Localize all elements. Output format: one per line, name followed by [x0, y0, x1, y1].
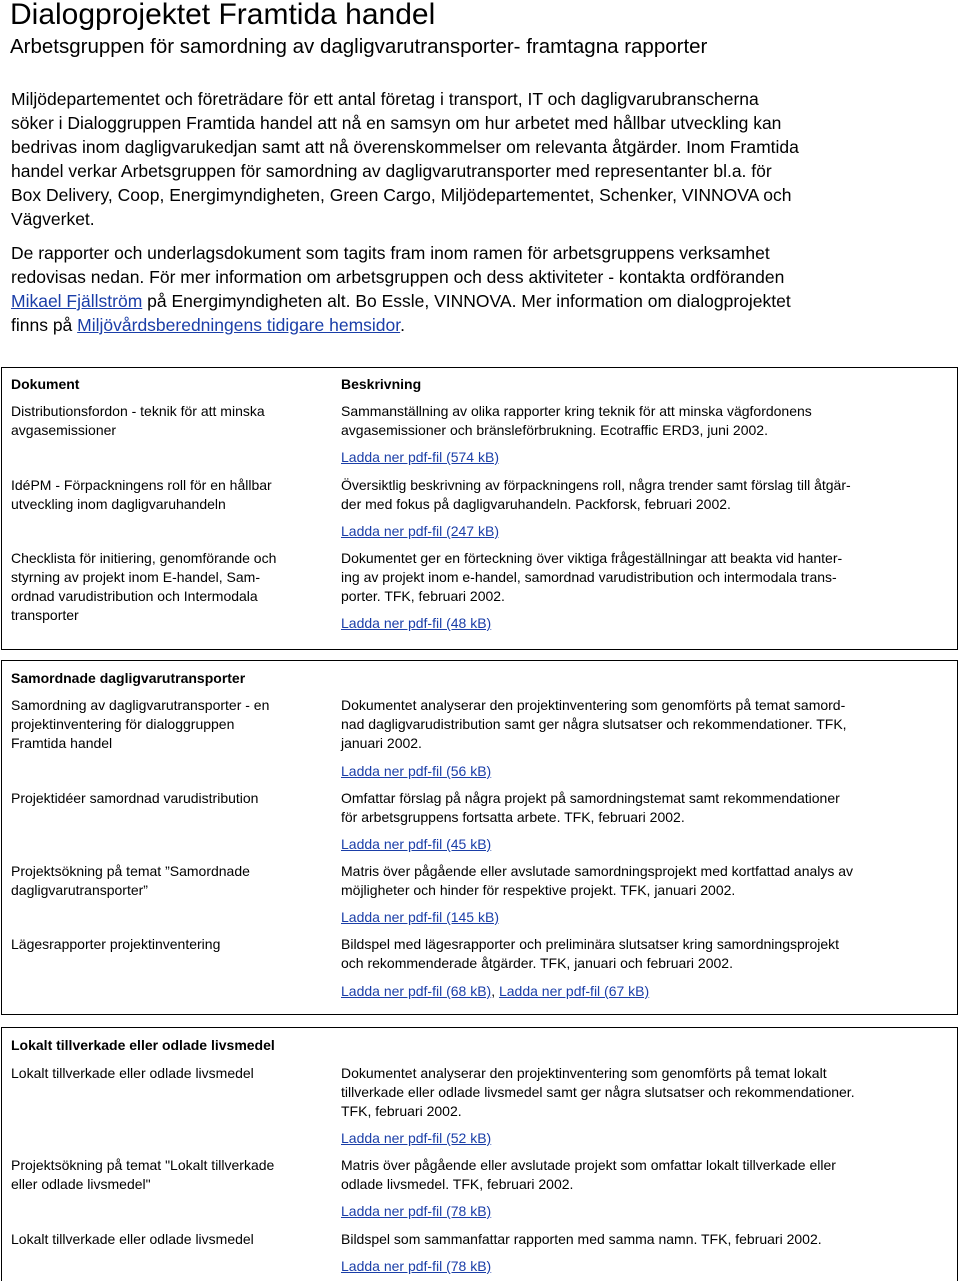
description-line: Dokumentet ger en förteckning över viktiga frågeställningar att beakta vid hanter-	[341, 550, 843, 566]
document-description	[341, 1156, 951, 1194]
download-pdf-link[interactable]: Ladda ner pdf-fil (247 kB)	[341, 523, 499, 539]
document-description	[341, 862, 951, 900]
description-line: Dokumentet analyserar den projektinventering som genomförts på temat samord-	[341, 697, 846, 713]
info-text: på Energimyndigheten alt. Bo Essle, VINNOVA. Mer information om dialogprojektet	[142, 291, 791, 311]
download-row	[341, 835, 951, 854]
document-title-line: Lokalt tillverkade eller odlade livsmedel	[11, 1065, 254, 1081]
document-title	[11, 696, 331, 753]
intro-line: handel verkar Arbetsgruppen för samordning av dagligvarutransporter med representanter bl.a. för	[11, 161, 772, 181]
document-title	[11, 862, 331, 900]
download-pdf-link[interactable]: Ladda ner pdf-fil (145 kB)	[341, 909, 499, 925]
intro-paragraph	[11, 87, 946, 231]
link-separator: ,	[491, 983, 499, 999]
info-paragraph	[11, 241, 946, 337]
document-title-line: Distributionsfordon - teknik för att minska	[11, 403, 265, 419]
download-pdf-link[interactable]: Ladda ner pdf-fil (45 kB)	[341, 836, 492, 852]
document-title-line: Projektsökning på temat "Lokalt tillverkade	[11, 1157, 275, 1173]
description-line: möjligheter och hinder för respektive projekt. TFK, januari 2002.	[341, 882, 736, 898]
download-row	[341, 448, 951, 467]
document-title	[11, 1064, 331, 1083]
document-title-line: ordnad varudistribution och Intermodala	[11, 588, 258, 604]
document-title-line: eller odlade livsmedel"	[11, 1176, 151, 1192]
document-title-line: Projektidéer samordnad varudistribution	[11, 790, 259, 806]
document-title-line: Lokalt tillverkade eller odlade livsmedel	[11, 1231, 254, 1247]
download-pdf-link[interactable]: Ladda ner pdf-fil (56 kB)	[341, 763, 492, 779]
contact-person-link[interactable]: Mikael Fjällström	[11, 291, 143, 311]
document-title-line: projektinventering för dialoggruppen	[11, 716, 235, 732]
document-description	[341, 935, 951, 973]
description-line: Dokumentet analyserar den projektinventering som genomförts på temat lokalt	[341, 1065, 827, 1081]
document-title-line: Samordning av dagligvarutransporter - en	[11, 697, 270, 713]
description-line: avgasemissioner och bränsleförbrukning. Ecotraffic ERD3, juni 2002.	[341, 422, 768, 438]
download-row	[341, 908, 951, 927]
document-title-line: Checklista för initiering, genomförande och	[11, 550, 277, 566]
website-link[interactable]: Miljövårdsberedningens tidigare hemsidor	[77, 315, 401, 335]
document-description	[341, 476, 951, 514]
document-title-line: styrning av projekt inom E-handel, Sam-	[11, 569, 260, 585]
download-pdf-link[interactable]: Ladda ner pdf-fil (68 kB)	[341, 983, 492, 999]
info-line: De rapporter och underlagsdokument som tagits fram inom ramen för arbetsgruppens verksamhet	[11, 243, 770, 263]
column-header-description: Beskrivning	[341, 376, 422, 392]
description-line: TFK, februari 2002.	[341, 1103, 462, 1119]
page-subtitle: Arbetsgruppen för samordning av dagligvarutransporter- framtagna rapporter	[10, 35, 708, 58]
description-line: Översiktlig beskrivning av förpackningens roll, några trender samt förslag till åtgär-	[341, 477, 851, 493]
document-title-line: utveckling inom dagligvaruhandeln	[11, 496, 226, 512]
intro-line: söker i Dialoggruppen Framtida handel att nå en samsyn om hur arbetet med hållbar utveckling kan	[11, 113, 782, 133]
download-pdf-link[interactable]: Ladda ner pdf-fil (78 kB)	[341, 1203, 492, 1219]
document-title	[11, 549, 331, 625]
description-line: januari 2002.	[341, 735, 422, 751]
description-line: Matris över pågående eller avslutade projekt som omfattar lokalt tillverkade eller	[341, 1157, 836, 1173]
description-line: Bildspel som sammanfattar rapporten med samma namn. TFK, februari 2002.	[341, 1231, 822, 1247]
document-title-line: transporter	[11, 607, 79, 623]
document-title	[11, 1230, 331, 1249]
document-description	[341, 696, 951, 753]
section-heading: Lokalt tillverkade eller odlade livsmedel	[11, 1037, 275, 1053]
description-line: Omfattar förslag på några projekt på samordningstemat samt rekommendationer	[341, 790, 840, 806]
document-description	[341, 402, 951, 440]
info-line: redovisas nedan. För mer information om arbetsgruppen och dess aktiviteter - kontakta ordföranden	[11, 267, 785, 287]
description-line: porter. TFK, februari 2002.	[341, 588, 505, 604]
download-row	[341, 982, 951, 1001]
document-description	[341, 1064, 951, 1121]
description-line: nad dagligvarudistribution samt ger några slutsatser och rekommendationer. TFK,	[341, 716, 847, 732]
intro-line: Vägverket.	[11, 209, 95, 229]
download-row	[341, 762, 951, 781]
document-title-line: Projektsökning på temat ”Samordnade	[11, 863, 250, 879]
download-row	[341, 1202, 951, 1221]
document-title	[11, 789, 331, 808]
document-title-line: IdéPM - Förpackningens roll för en hållbar	[11, 477, 272, 493]
download-pdf-link[interactable]: Ladda ner pdf-fil (52 kB)	[341, 1130, 492, 1146]
info-line	[11, 289, 946, 313]
description-line: tillverkade eller odlade livsmedel samt ger några slutsatser och rekommendationer.	[341, 1084, 855, 1100]
download-row	[341, 1257, 951, 1276]
intro-line: Box Delivery, Coop, Energimyndigheten, Green Cargo, Miljödepartementet, Schenker, VINNOVA och	[11, 185, 792, 205]
document-description	[341, 1230, 951, 1249]
document-title-line: avgasemissioner	[11, 422, 117, 438]
intro-line: bedrivas inom dagligvarukedjan samt att nå överenskommelser om relevanta åtgärder. Inom Framtida	[11, 137, 799, 157]
section-heading: Samordnade dagligvarutransporter	[11, 670, 246, 686]
download-row	[341, 614, 951, 633]
description-line: ing av projekt inom e-handel, samordnad varudistribution och intermodala trans-	[341, 569, 837, 585]
description-line: odlade livsmedel. TFK, februari 2002.	[341, 1176, 574, 1192]
download-pdf-link[interactable]: Ladda ner pdf-fil (67 kB)	[498, 983, 650, 999]
description-line: der med fokus på dagligvaruhandeln. Packforsk, februari 2002.	[341, 496, 731, 512]
description-line: och rekommenderade åtgärder. TFK, januari och februari 2002.	[341, 955, 733, 971]
description-line: för arbetsgruppens fortsatta arbete. TFK, februari 2002.	[341, 809, 685, 825]
description-line: Bildspel med lägesrapporter och preliminära slutsatser kring samordningsprojekt	[341, 936, 840, 952]
document-title-line: Lägesrapporter projektinventering	[11, 936, 221, 952]
document-description	[341, 549, 951, 606]
document-title-line: dagligvarutransporter”	[11, 882, 148, 898]
intro-line: Miljödepartementet och företrädare för ett antal företag i transport, IT och dagligvarubranscherna	[11, 89, 759, 109]
column-header-document: Dokument	[11, 376, 80, 392]
download-row	[341, 522, 951, 541]
info-line	[11, 313, 946, 337]
download-pdf-link[interactable]: Ladda ner pdf-fil (78 kB)	[341, 1258, 492, 1274]
document-title	[11, 402, 331, 440]
document-title-line: Framtida handel	[11, 735, 113, 751]
description-line: Sammanställning av olika rapporter kring teknik för att minska vägfordonens	[341, 403, 812, 419]
document-description	[341, 789, 951, 827]
info-text: finns på	[11, 315, 78, 335]
document-title	[11, 935, 331, 954]
download-row	[341, 1129, 951, 1148]
document-title	[11, 1156, 331, 1194]
page-title: Dialogprojektet Framtida handel	[10, 0, 436, 31]
download-pdf-link[interactable]: Ladda ner pdf-fil (574 kB)	[341, 449, 499, 465]
document-title	[11, 476, 331, 514]
description-line: Matris över pågående eller avslutade samordningsprojekt med kortfattad analys av	[341, 863, 854, 879]
info-text: .	[400, 315, 405, 335]
download-pdf-link[interactable]: Ladda ner pdf-fil (48 kB)	[341, 615, 492, 631]
